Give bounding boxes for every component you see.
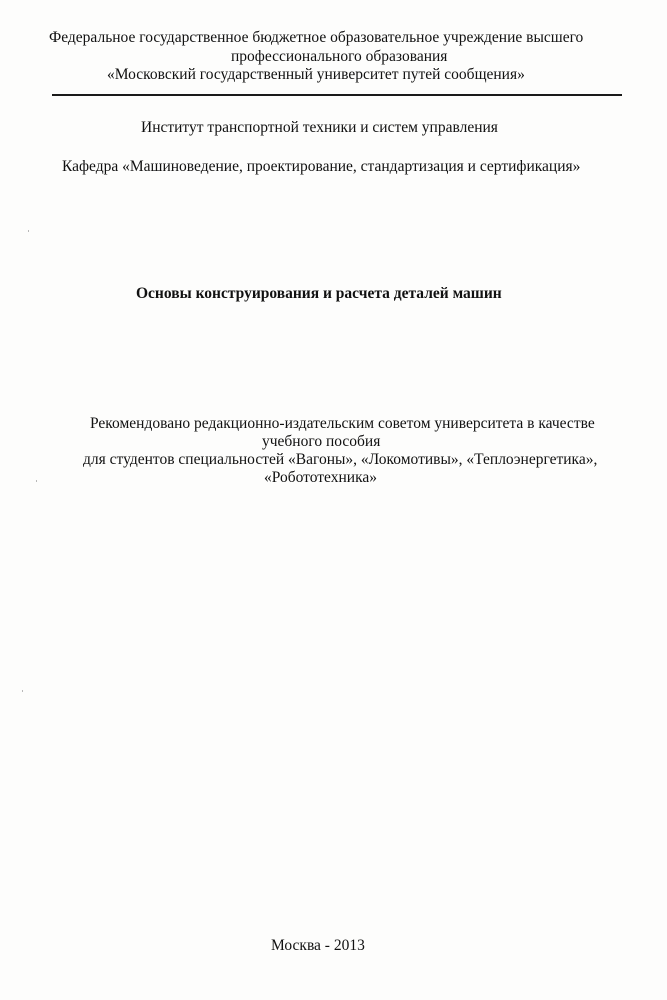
institute-name: Институт транспортной техники и систем управления — [141, 119, 498, 136]
header-line-1: Федеральное государственное бюджетное образовательное учреждение высшего — [49, 29, 584, 46]
recommendation-line-2: учебного пособия — [262, 433, 381, 450]
recommendation-line-1: Рекомендовано редакционно-издательским советом университета в качестве — [90, 415, 595, 432]
header-line-2: профессионального образования — [231, 48, 448, 65]
city-year: Москва - 2013 — [271, 937, 365, 954]
header-line-3: «Московский государственный университет путей сообщения» — [107, 66, 525, 83]
scan-speck — [28, 230, 29, 232]
document-title: Основы конструирования и расчета деталей машин — [136, 285, 502, 302]
recommendation-line-3: для студентов специальностей «Вагоны», «Локомотивы», «Теплоэнергетика», — [83, 451, 598, 468]
header-divider — [52, 94, 622, 96]
scan-speck — [36, 480, 37, 482]
scan-speck — [22, 690, 23, 692]
recommendation-line-4: «Робототехника» — [264, 469, 377, 486]
department-name: Кафедра «Машиноведение, проектирование, стандартизация и сертификация» — [62, 158, 581, 175]
